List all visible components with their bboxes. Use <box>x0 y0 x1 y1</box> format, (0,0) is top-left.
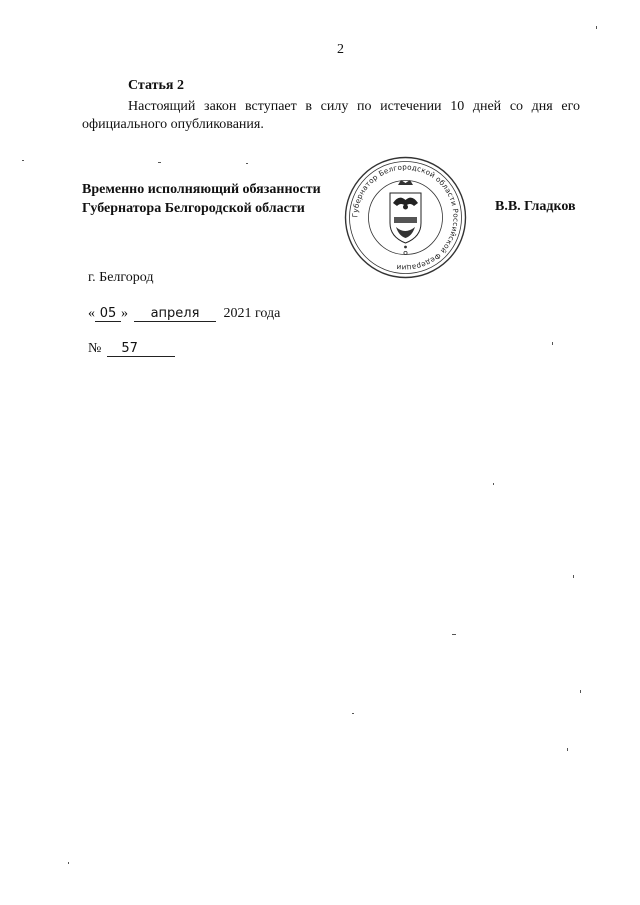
article-title: Статья 2 <box>128 78 184 93</box>
law-number <box>88 341 175 357</box>
signatory-position-line-1: Временно исполняющий обязанности <box>82 182 321 197</box>
scan-speck <box>68 862 69 864</box>
date-month: апреля <box>134 306 216 322</box>
city: г. Белгород <box>88 270 154 285</box>
scan-speck <box>452 634 456 635</box>
scan-speck <box>580 690 581 693</box>
scan-speck <box>567 748 568 751</box>
article-text: Настоящий закон вступает в силу по истечении 10 дней со дня его официального опубликования. <box>82 99 580 132</box>
signatory-position-line-2: Губернатора Белгородской области <box>82 201 305 216</box>
scan-speck <box>493 483 494 485</box>
date-day: 05 <box>95 306 121 322</box>
number-label: № <box>88 341 102 356</box>
scan-speck <box>158 162 161 163</box>
scan-speck <box>246 163 248 164</box>
scan-speck <box>352 713 354 714</box>
coat-of-arms-icon <box>390 180 421 243</box>
official-seal <box>343 155 468 280</box>
date-year: 2021 года <box>223 306 281 321</box>
date-close-quote: » <box>121 306 128 321</box>
signing-date <box>88 306 280 322</box>
date-open-quote: « <box>88 306 95 321</box>
scan-speck <box>22 160 24 161</box>
scan-speck <box>552 342 553 345</box>
seal-text: Губернатор Белгородской области Российской Федерации <box>350 162 461 273</box>
scan-speck <box>573 575 574 578</box>
signatory-position <box>82 180 321 218</box>
number-value: 57 <box>107 341 175 357</box>
scan-speck <box>596 26 597 29</box>
signatory-name: В.В. Гладков <box>495 199 576 214</box>
page-number: 2 <box>337 42 344 57</box>
